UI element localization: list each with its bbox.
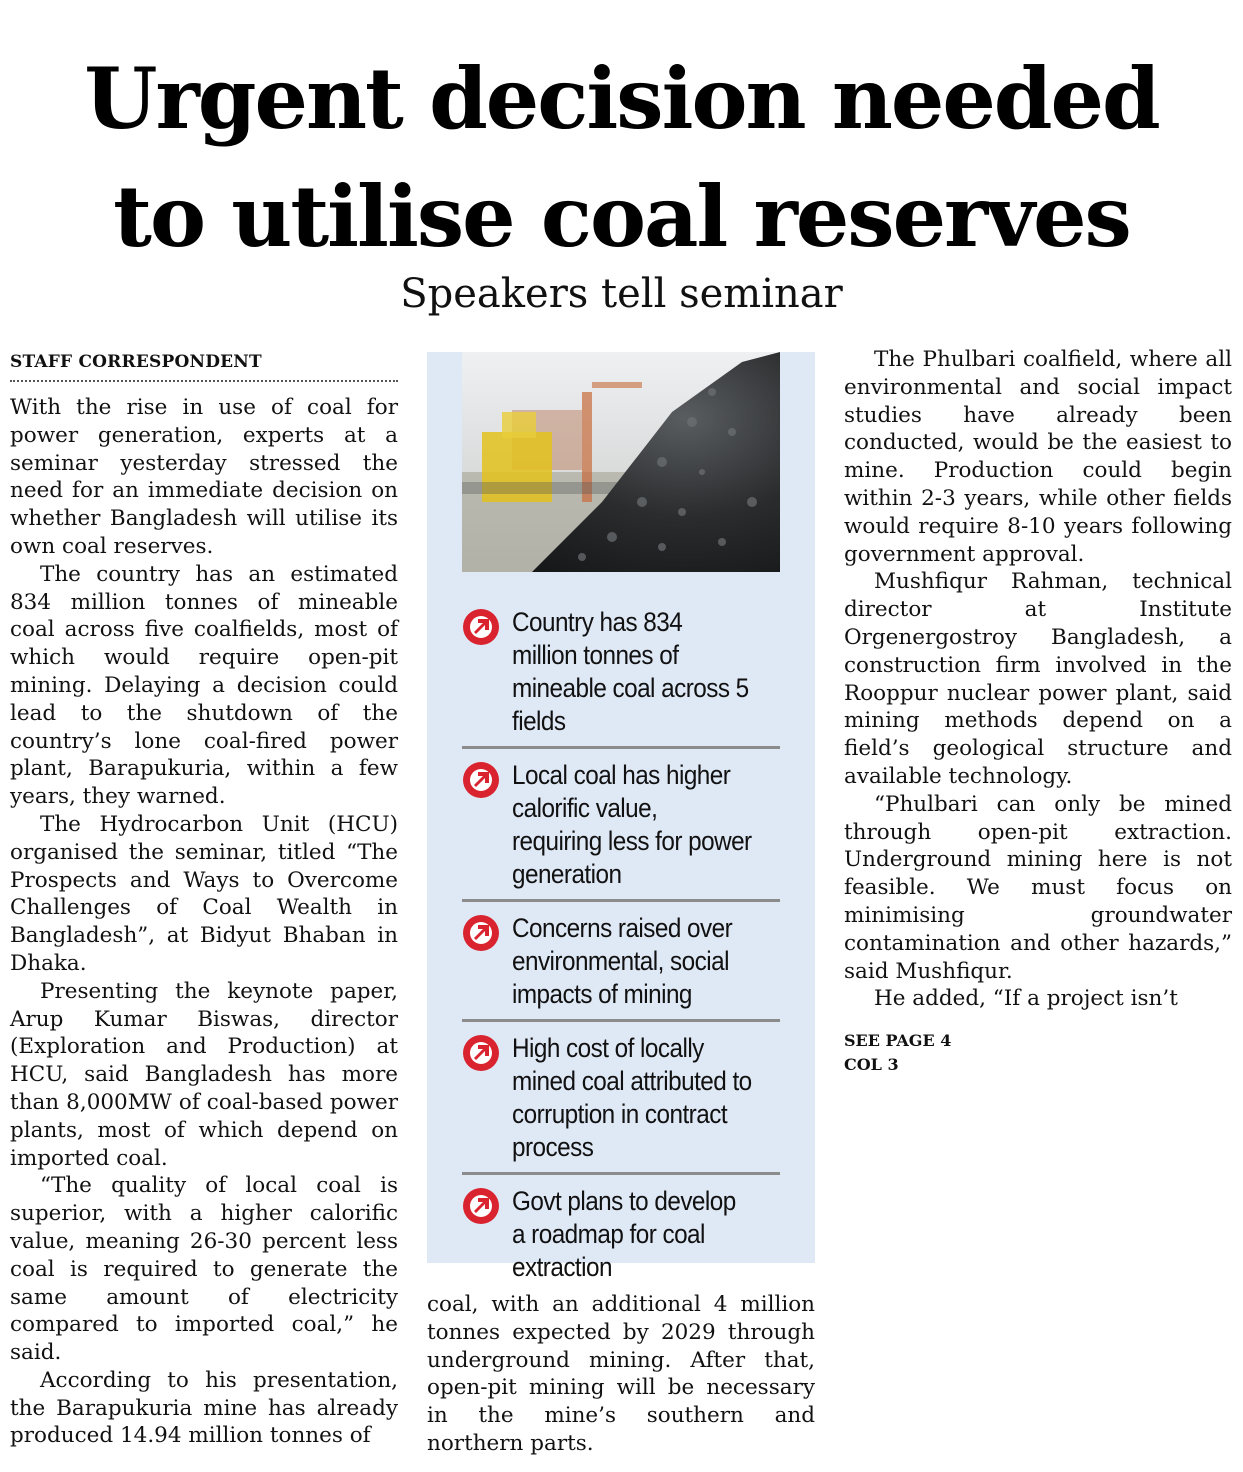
coal-pile-photo (462, 352, 780, 572)
headline-line-1: Urgent decision needed (84, 49, 1159, 148)
highlight-item (462, 1028, 780, 1175)
paragraph: The Phulbari coalfield, where all environmental and social impact studies have already been conducted, would be the easiest to mine. Production could begin within 2-3 years, while other fields would require 8-10 years following government approval. (844, 347, 1232, 567)
paragraph: The country has an estimated 834 million tonnes of mineable coal across five coalfields, most of which would require open-pit mining. Delaying a decision could lead to the shutdown of the country’s lone coal-fired power plant, Barapukuria, within a few years, they warned. (10, 561, 398, 810)
paragraph: He added, “If a project isn’t (874, 986, 1178, 1012)
article-column-3 (844, 346, 1232, 1077)
red-arrow-icon (462, 914, 500, 952)
highlight-text: Concerns raised over environmental, social impacts of mining (512, 913, 733, 1009)
highlight-item (462, 755, 780, 902)
see-page-line: SEE PAGE 4 (844, 1031, 952, 1051)
highlight-item (462, 602, 780, 749)
red-arrow-icon (462, 761, 500, 799)
highlight-item (462, 1181, 780, 1292)
highlights-list (462, 602, 780, 1292)
article-column-2 (427, 1291, 815, 1458)
paragraph: coal, with an additional 4 million tonnes expected by 2029 through underground mining. After that, open-pit mining will be necessary in the mine’s southern and northern parts. (427, 1292, 815, 1456)
highlight-text: Govt plans to develop a roadmap for coal extraction (512, 1186, 736, 1282)
highlight-text: High cost of locally mined coal attributed to corruption in contract process (512, 1033, 752, 1162)
paragraph: Presenting the keynote paper, Arup Kumar Biswas, director (Exploration and Production) at HCU, said Bangladesh has more than 8,000MW of coal-based power plants, most of which depend on imported coal. (10, 978, 398, 1171)
highlight-item (462, 908, 780, 1022)
red-arrow-icon (462, 1034, 500, 1072)
headline-line-2: to utilise coal reserves (113, 167, 1130, 266)
article-column-1 (10, 350, 398, 1450)
red-arrow-icon (462, 1187, 500, 1225)
paragraph: With the rise in use of coal for power generation, experts at a seminar yesterday stressed the need for an immediate decision on whether Bangladesh will utilise its own coal reserves. (10, 395, 398, 559)
highlights-panel (427, 352, 815, 1282)
red-arrow-icon (462, 608, 500, 646)
paragraph: “The quality of local coal is superior, with a higher calorific value, meaning 26-30 percent less coal is required to generate the same amount of electricity compared to imported coal,” he said. (10, 1173, 398, 1366)
continuation-note[interactable] (844, 1029, 1232, 1077)
paragraph: According to his presentation, the Barapukuria mine has already produced 14.94 million tonnes of (10, 1367, 398, 1449)
subheadline: Speakers tell seminar (400, 271, 843, 317)
paragraph: The Hydrocarbon Unit (HCU) organised the seminar, titled “The Prospects and Ways to Overcome Challenges of Coal Wealth in Bangladesh”, at Bidyut Bhaban in Dhaka. (10, 811, 398, 976)
highlight-text: Local coal has higher calorific value, requiring less for power generation (512, 760, 752, 889)
see-col-line: COL 3 (844, 1055, 899, 1075)
paragraph: Mushfiqur Rahman, technical director at Institute Orgenergostroy Bangladesh, a construction firm involved in the Rooppur nuclear power plant, said mining methods depend on a field’s geological structure and available technology. (844, 569, 1232, 789)
byline: STAFF CORRESPONDENT (10, 350, 398, 382)
highlight-text: Country has 834 million tonnes of mineable coal across 5 fields (512, 607, 749, 736)
paragraph: “Phulbari can only be mined through open-pit extraction. Underground mining here is not feasible. We must focus on minimising groundwater contamination and other hazards,” said Mushfiqur. (844, 791, 1232, 984)
headline (0, 40, 1243, 276)
